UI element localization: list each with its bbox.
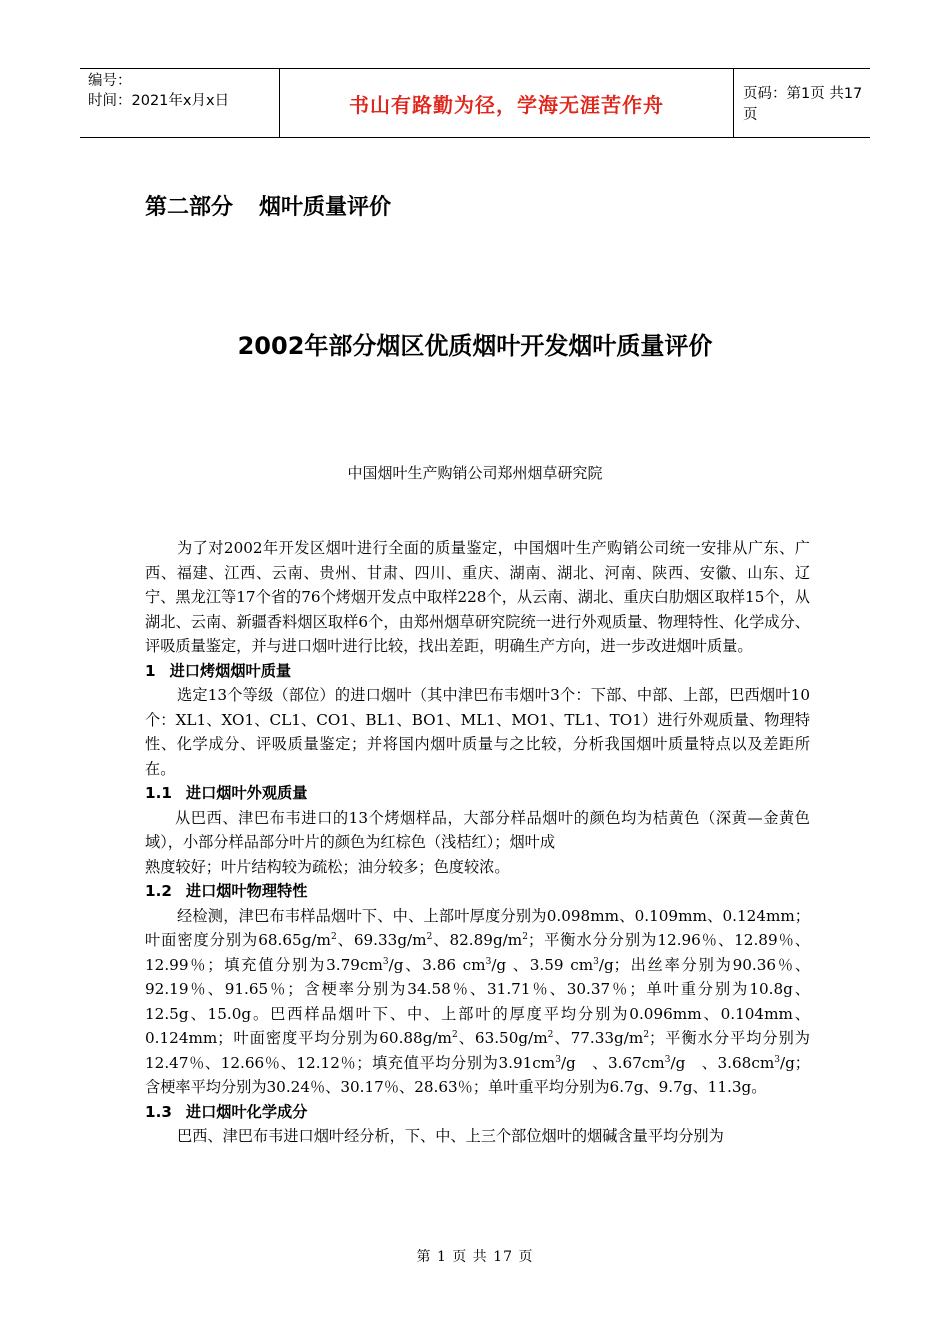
part-number: 第二部分	[145, 195, 234, 220]
header-meta	[80, 69, 280, 137]
section-heading-1-1: 1.1 进口烟叶外观质量	[145, 784, 308, 802]
part-heading	[145, 190, 391, 221]
document-title: 2002年部分烟区优质烟叶开发烟叶质量评价	[237, 332, 713, 360]
section-1-paragraph: 选定13个等级（部位）的进口烟叶（其中津巴布韦烟叶3个：下部、中部、上部，巴西烟叶10个：XL1、XO1、CL1、CO1、BL1、BO1、ML1、MO1、TL1、TO1）进行外观质量、物理特性、化学成分、评吸质量鉴定；并将国内烟叶质量与之比较，分析我国烟叶质量特点以及差距所在。	[145, 686, 810, 778]
organization: 中国烟叶生产购销公司郑州烟草研究院	[347, 464, 603, 482]
section-1-1-paragraph-b: 熟度较好；叶片结构较为疏松；油分较多；色度较浓。	[145, 857, 510, 876]
page-footer: 第 1 页 共 17 页	[416, 1249, 534, 1265]
part-title: 烟叶质量评价	[259, 195, 392, 220]
page-header	[80, 68, 870, 138]
intro-paragraph: 为了对2002年开发区烟叶进行全面的质量鉴定，中国烟叶生产购销公司统一安排从广东、广西、福建、江西、云南、贵州、甘肃、四川、重庆、湖南、湖北、河南、陕西、安徽、山东、辽宁、黑龙江等17个省的76个烤烟开发点中取样228个，从云南、湖北、重庆白肋烟区取样15个，从湖北、云南、新疆香料烟区取样6个，由郑州烟草研究院统一进行外观质量、物理特性、化学成分、评吸质量鉴定，并与进口烟叶进行比较，找出差距，明确生产方向，进一步改进烟叶质量。	[145, 539, 810, 655]
section-1-1-paragraph-a: 从巴西、津巴布韦进口的13个烤烟样品，大部分样品烟叶的颜色均为桔黄色（深黄—金黄色域），小部分样品部分叶片的颜色为红棕色（浅桔红）；烟叶成	[145, 808, 810, 851]
header-motto: 书山有路勤为径，学海无涯苦作舟	[280, 69, 734, 137]
serial-label: 编号：	[88, 73, 132, 89]
header-page-info: 页码：第1页 共17页	[743, 86, 863, 123]
section-heading-1-3: 1.3 进口烟叶化学成分	[145, 1102, 308, 1121]
section-1-3-paragraph: 巴西、津巴布韦进口烟叶经分析，下、中、上三个部位烟叶的烟碱含量平均分别为	[177, 1127, 724, 1145]
document-body	[145, 536, 810, 1149]
time-label: 时间：2021年x月x日	[88, 93, 230, 109]
section-heading-1-2: 1.2 进口烟叶物理特性	[145, 882, 308, 900]
section-heading-1: 1 进口烤烟烟叶质量	[145, 661, 292, 680]
section-1-2-paragraph: 经检测，津巴布韦样品烟叶下、中、上部叶厚度分别为0.098mm、0.109mm、0.124mm；叶面密度分别为$68.65g/m^2$、$69.33g/m^2$、$82.89g/m^2$；平衡水分分别为12.96％、12.89％、12.99％；填充值分别为$3.79cm^3/g$、3.86 $cm^3/g$ 、3.59 $cm^3/g$；出丝率分别为90.36％、92.19％、91.65％；含梗率分别为34.58％、31.71％、30.37％；单叶重分别为10.8g、12.5g、15.0g。巴西样品烟叶下、中、上部叶的厚度平均分别为0.096mm、0.104mm、0.124mm；叶面密度平均分别为$60.88g/m^2$、$63.50g/m^2$、$77.33g/m^2$；平衡水分平均分别为12.47％、12.66％、12.12％；填充值平均分别为$3.91cm^3/g$ 、$3.67cm^3/g$ 、$3.68cm^3/g$；含梗率平均分别为30.24％、30.17％、28.63％；单叶重平均分别为6.7g、9.7g、11.3g。	[145, 906, 811, 1096]
